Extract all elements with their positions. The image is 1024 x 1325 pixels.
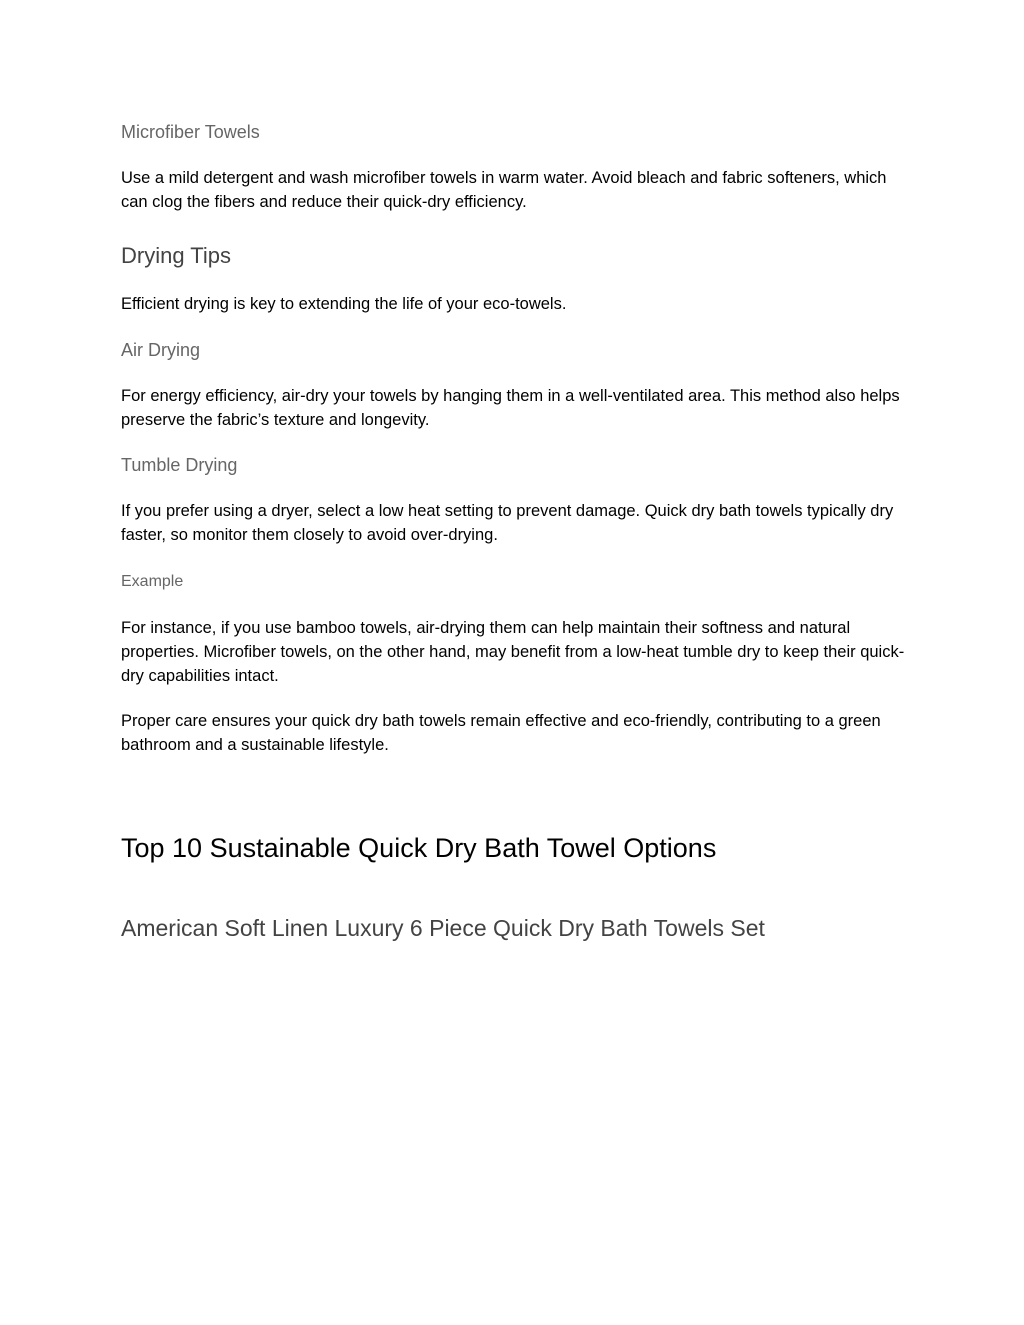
closing-paragraph: Proper care ensures your quick dry bath towels remain effective and eco-friendly, contributing to a green bathroom and a sustainable lifestyle.	[121, 712, 881, 755]
air-drying-heading: Air Drying	[121, 340, 201, 360]
example-heading: Example	[121, 573, 184, 590]
product-heading: American Soft Linen Luxury 6 Piece Quick Dry Bath Towels Set	[121, 915, 765, 941]
tumble-drying-paragraph: If you prefer using a dryer, select a low heat setting to prevent damage. Quick dry bath towels typically dry faster, so monitor them closely to avoid over-drying.	[121, 502, 894, 545]
microfiber-towels-heading: Microfiber Towels	[121, 122, 260, 142]
drying-tips-intro: Efficient drying is key to extending the life of your eco-towels.	[121, 295, 567, 313]
tumble-drying-heading: Tumble Drying	[121, 455, 238, 475]
air-drying-paragraph: For energy efficiency, air-dry your towels by hanging them in a well-ventilated area. This method also helps preserve the fabric’s texture and longevity.	[121, 387, 900, 430]
example-paragraph: For instance, if you use bamboo towels, air-drying them can help maintain their softness and natural properties. Microfiber towels, on the other hand, may benefit from a low-heat tumble dry to keep their quick-dry capabilities intact.	[121, 619, 905, 686]
top10-heading: Top 10 Sustainable Quick Dry Bath Towel Options	[121, 833, 717, 863]
microfiber-towels-paragraph: Use a mild detergent and wash microfiber towels in warm water. Avoid bleach and fabric softeners, which can clog the fibers and reduce their quick-dry efficiency.	[121, 169, 887, 212]
drying-tips-heading: Drying Tips	[121, 243, 232, 268]
